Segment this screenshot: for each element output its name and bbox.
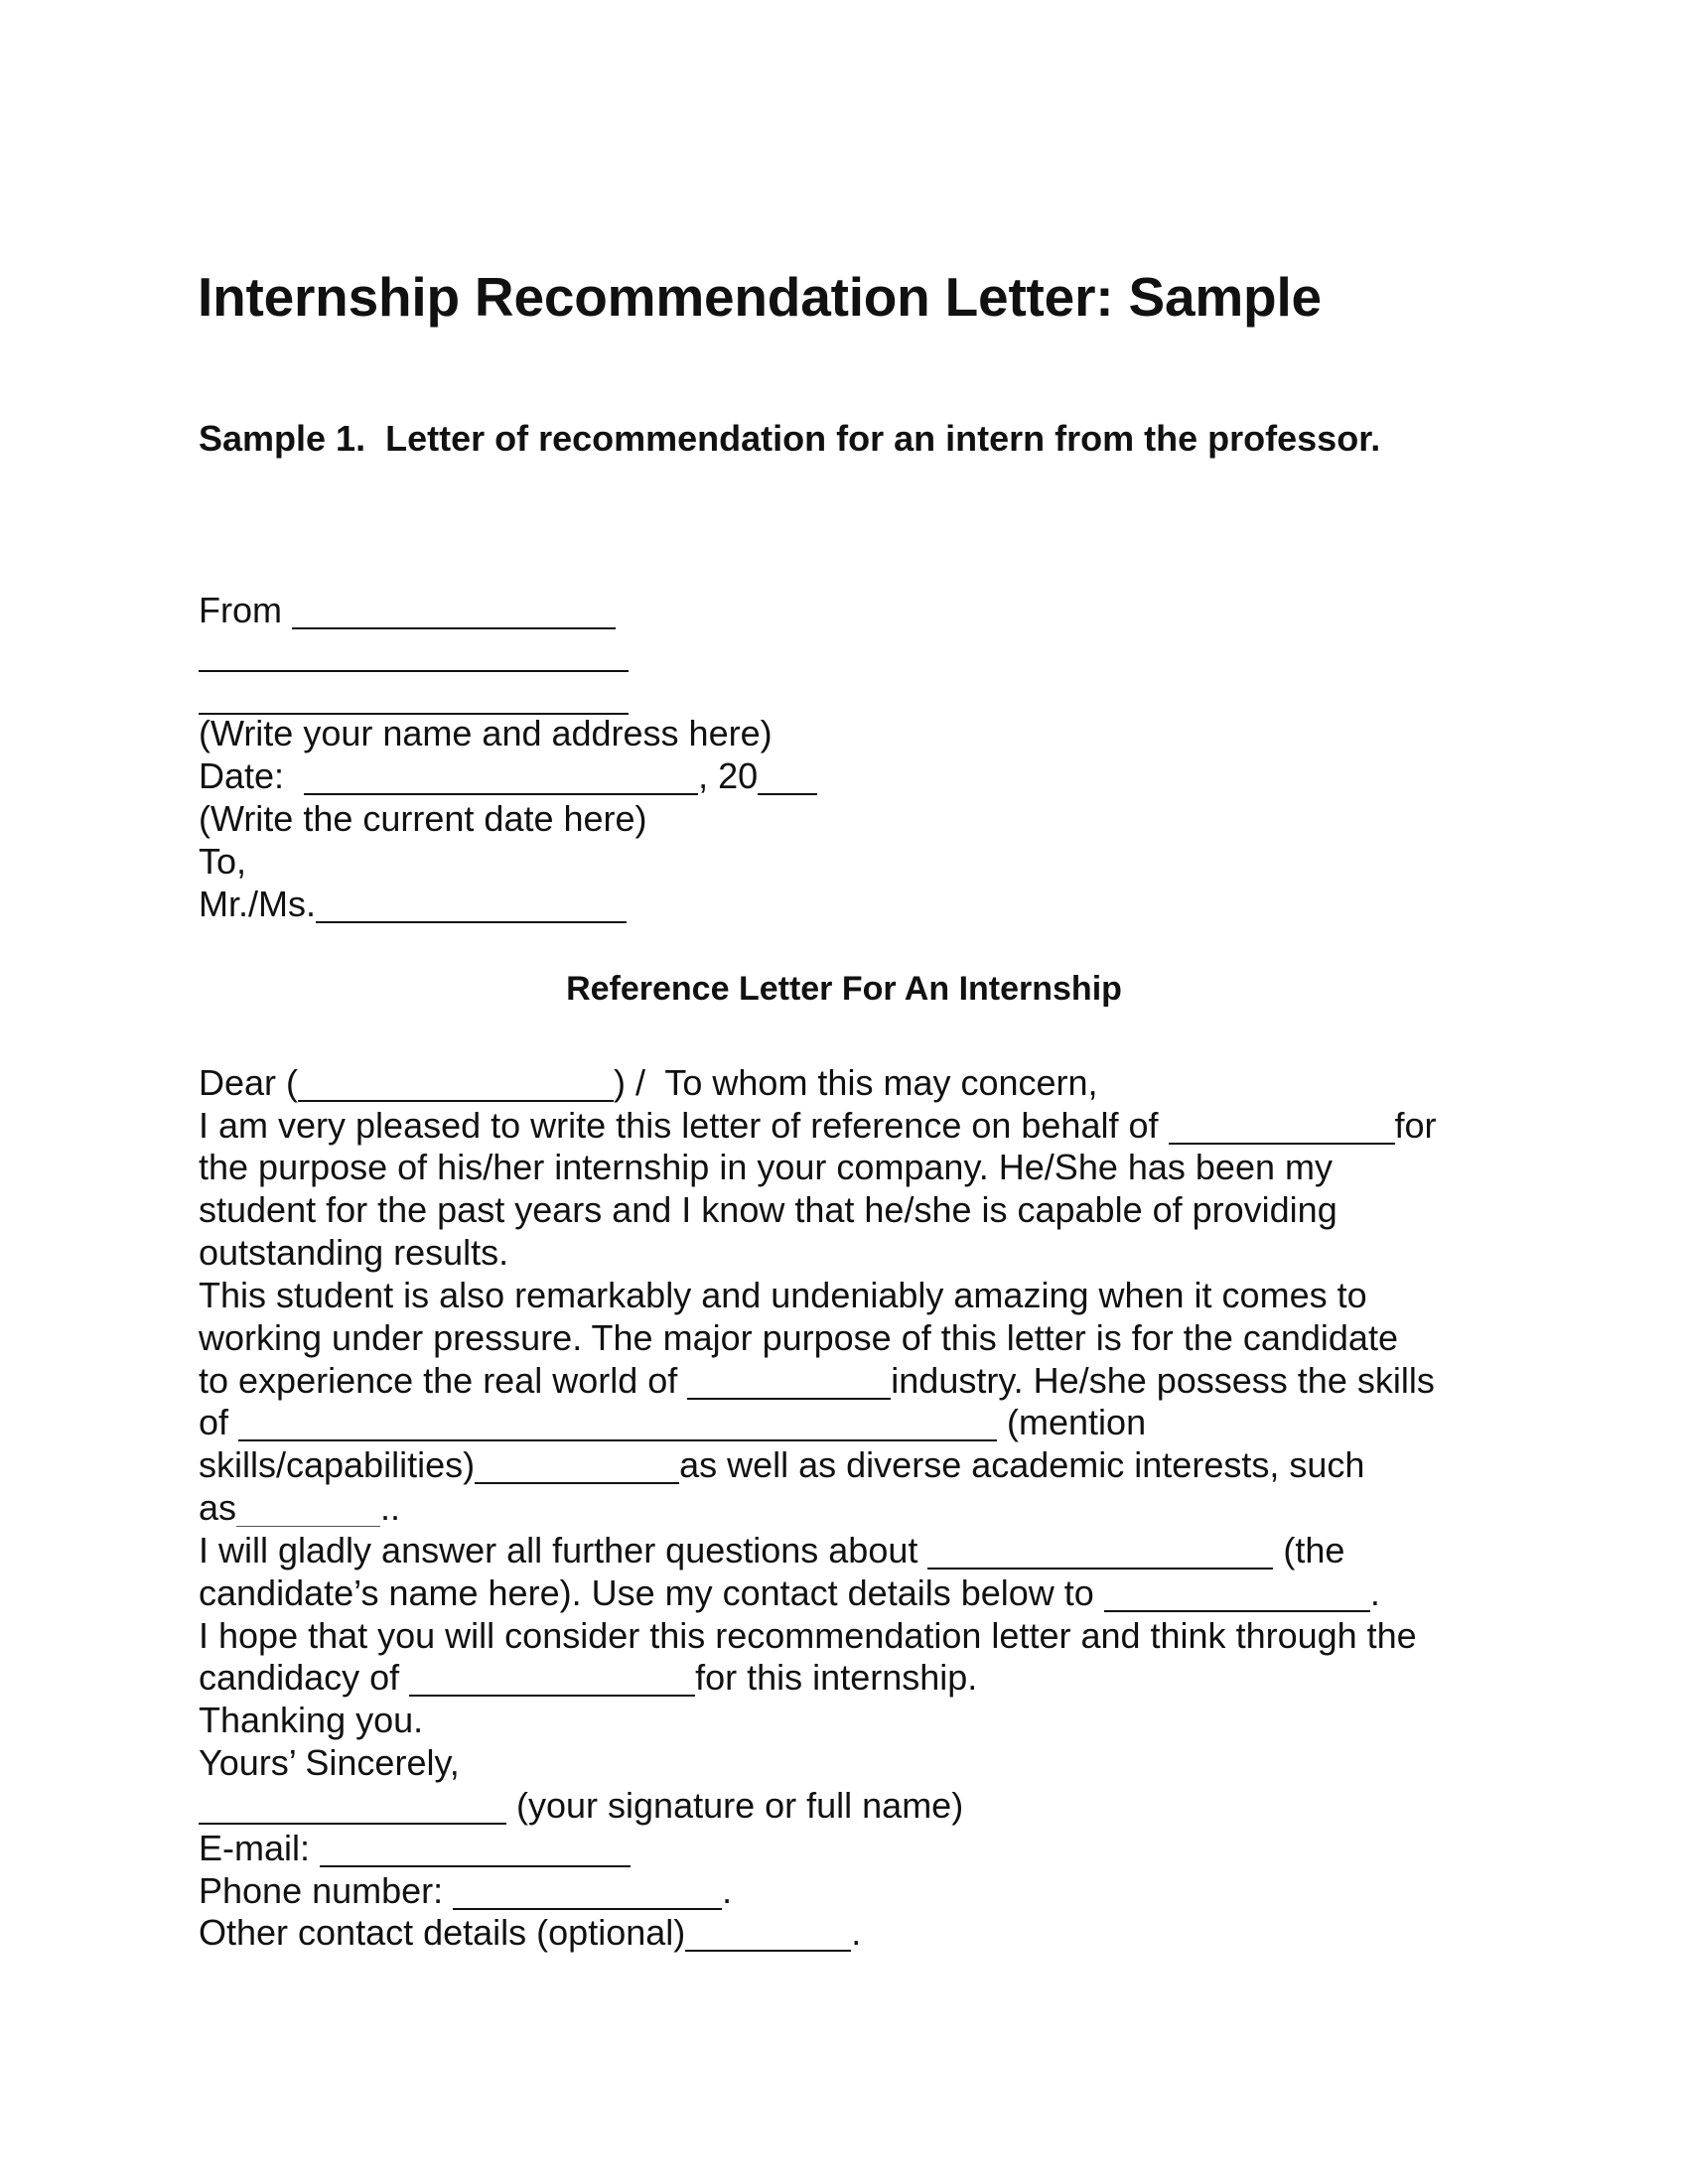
email-line bbox=[199, 1827, 631, 1869]
address-blank-1 bbox=[199, 638, 629, 672]
closing-sincerely: Yours’ Sincerely, bbox=[199, 1742, 460, 1783]
salutation-text: Dear ( bbox=[199, 1062, 299, 1103]
body-text: as well as diverse academic interests, such bbox=[679, 1444, 1365, 1485]
to-label: To, bbox=[199, 841, 247, 882]
body-text: .. bbox=[380, 1487, 401, 1528]
body-line bbox=[199, 1104, 1437, 1147]
interests-blank bbox=[236, 1493, 380, 1527]
address-blank-2 bbox=[199, 681, 629, 715]
recipient-line bbox=[199, 883, 627, 925]
candidate-name-blank bbox=[927, 1536, 1273, 1570]
body-line bbox=[199, 1656, 977, 1699]
body-text: (mention bbox=[997, 1402, 1147, 1442]
body-text: industry. He/she possess the skills bbox=[891, 1360, 1435, 1401]
phone-line bbox=[199, 1869, 732, 1912]
email-label: E-mail: bbox=[199, 1828, 321, 1868]
year-blank bbox=[758, 761, 817, 795]
body-text: of bbox=[199, 1402, 239, 1442]
body-text: I am very pleased to write this letter of reference on behalf of bbox=[199, 1105, 1169, 1146]
body-line bbox=[199, 1359, 1435, 1402]
date-label: Date: bbox=[199, 755, 305, 796]
other-contact-line bbox=[199, 1911, 861, 1954]
body-line bbox=[199, 1443, 1364, 1486]
other-contact-label: Other contact details (optional) bbox=[199, 1912, 686, 1953]
body-text: candidate’s name here). Use my contact details below to bbox=[199, 1572, 1104, 1613]
recipient-blank bbox=[316, 889, 627, 923]
signature-blank bbox=[199, 1791, 506, 1825]
from-blank bbox=[292, 596, 616, 629]
body-text: I will gladly answer all further questions about bbox=[199, 1530, 928, 1570]
body-text: for this internship. bbox=[695, 1657, 978, 1698]
date-hint: (Write the current date here) bbox=[199, 798, 647, 839]
skills-blank bbox=[238, 1408, 997, 1441]
closing-thanks: Thanking you. bbox=[199, 1700, 424, 1740]
date-year-prefix: , 20 bbox=[698, 755, 759, 796]
candidacy-blank bbox=[409, 1663, 695, 1697]
phone-label: Phone number: bbox=[199, 1870, 454, 1911]
body-text: . bbox=[1369, 1572, 1380, 1613]
body-line bbox=[199, 1486, 400, 1529]
phone-suffix: . bbox=[722, 1870, 733, 1911]
salutation-line bbox=[199, 1061, 1098, 1104]
body-text: skills/capabilities) bbox=[199, 1444, 476, 1485]
letter-heading: Reference Letter For An Internship bbox=[566, 970, 1122, 1008]
address-blank-line-2 bbox=[199, 674, 629, 717]
date-line bbox=[199, 754, 817, 797]
salutation-text-end: ) / To whom this may concern, bbox=[614, 1062, 1098, 1103]
body-line: I hope that you will consider this recommendation letter and think through the bbox=[199, 1615, 1417, 1656]
body-text: candidacy of bbox=[199, 1657, 410, 1698]
body-line: outstanding results. bbox=[199, 1232, 509, 1273]
body-line: working under pressure. The major purpose of this letter is for the candidate bbox=[199, 1317, 1398, 1358]
address-hint: (Write your name and address here) bbox=[199, 713, 773, 753]
other-contact-blank bbox=[685, 1918, 851, 1952]
email-blank bbox=[320, 1834, 631, 1867]
recipient-label: Mr./Ms. bbox=[199, 884, 316, 924]
body-line bbox=[199, 1571, 1380, 1614]
body-line bbox=[199, 1529, 1344, 1571]
body-line: This student is also remarkably and undeniably amazing when it comes to bbox=[199, 1275, 1367, 1315]
sample-subtitle: Sample 1. Letter of recommendation for an intern from the professor. bbox=[199, 418, 1381, 459]
signature-line bbox=[199, 1784, 963, 1827]
candidate-blank bbox=[1169, 1111, 1395, 1145]
body-text: to experience the real world of bbox=[199, 1360, 688, 1401]
contact-purpose-blank bbox=[1104, 1578, 1370, 1612]
signature-hint: (your signature or full name) bbox=[506, 1785, 964, 1826]
from-line bbox=[199, 589, 616, 631]
body-text: for bbox=[1394, 1105, 1437, 1146]
date-blank bbox=[304, 761, 698, 795]
industry-blank bbox=[687, 1366, 891, 1400]
document-title: Internship Recommendation Letter: Sample bbox=[198, 266, 1322, 328]
body-text: as bbox=[199, 1487, 237, 1528]
body-line: student for the past years and I know that he/she is capable of providing bbox=[199, 1189, 1337, 1230]
capabilities-blank bbox=[475, 1450, 679, 1484]
salutation-blank bbox=[298, 1068, 614, 1102]
other-contact-suffix: . bbox=[851, 1912, 862, 1953]
from-label: From bbox=[199, 590, 292, 630]
body-line bbox=[199, 1401, 1146, 1443]
body-line: the purpose of his/her internship in your company. He/She has been my bbox=[199, 1147, 1333, 1187]
phone-blank bbox=[453, 1876, 722, 1910]
body-text: (the bbox=[1273, 1530, 1345, 1570]
address-blank-line-1 bbox=[199, 631, 629, 674]
